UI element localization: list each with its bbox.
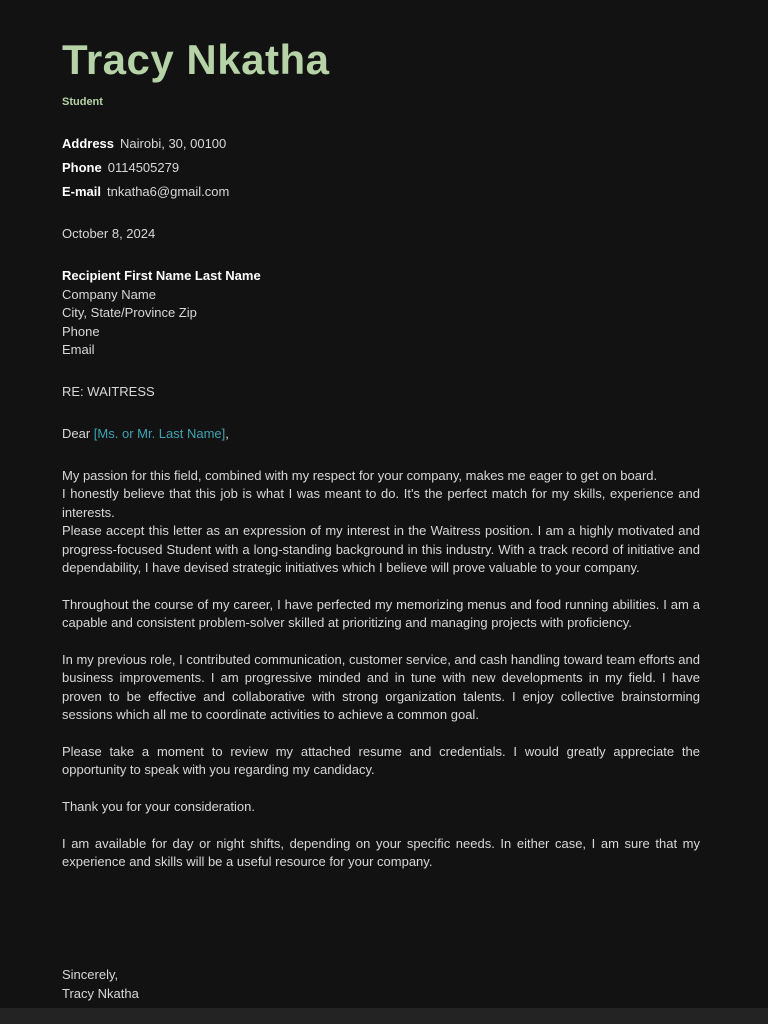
phone-value: 0114505279 — [107, 160, 180, 175]
body-paragraph-3: In my previous role, I contributed communication, customer service, and cash handling toward team efforts and business improvements. I am progressive minded and in tune with new developments in my field. I have proven to be effective and collaborative with strong organization talents. I enjoy collective brainstorming sessions which all me to coordinate activities to achieve a common goal. — [62, 652, 700, 723]
phone-row — [62, 156, 229, 180]
email-row — [62, 180, 229, 204]
email-value: tnkatha6@gmail.com — [107, 184, 230, 199]
applicant-name: Tracy Nkatha — [62, 36, 330, 83]
letter-body — [62, 467, 700, 890]
recipient-block — [62, 267, 261, 360]
greeting-suffix: , — [225, 426, 229, 441]
applicant-role: Student — [62, 96, 103, 108]
closing-signature-name: Tracy Nkatha — [62, 985, 139, 1001]
closing-salutation: Sincerely, — [62, 967, 119, 982]
recipient-city: City, State/Province Zip — [62, 305, 197, 320]
body-p1-line-3: Please accept this letter as an expression of my interest in the Waitress position. I am a highly motivated and progress-focused Student with a long-standing background in this industry. With a track record of initiative and dependability, I have devised strategic initiatives which I believe will prove valuable to your company. — [62, 523, 700, 576]
bottom-bar — [0, 1008, 768, 1024]
body-paragraph-5: Thank you for your consideration. — [62, 799, 255, 815]
email-label: E-mail — [62, 184, 102, 199]
recipient-company: Company Name — [62, 286, 156, 302]
greeting-prefix: Dear — [62, 426, 94, 441]
body-p1-line-1: My passion for this field, combined with my respect for your company, makes me eager to get on board. — [62, 468, 658, 483]
greeting — [62, 426, 229, 441]
closing-block — [62, 966, 139, 1003]
recipient-email: Email — [62, 342, 95, 357]
body-p1-line-2: I honestly believe that this job is what I was meant to do. It's the perfect match for my skills, experience and interests. — [62, 486, 700, 520]
address-value: Nairobi, 30, 00100 — [120, 136, 227, 151]
contact-block — [62, 132, 229, 204]
address-row — [62, 132, 229, 156]
body-paragraph-1 — [62, 467, 700, 577]
recipient-phone: Phone — [62, 323, 100, 339]
letter-date: October 8, 2024 — [62, 226, 156, 241]
body-paragraph-6: I am available for day or night shifts, depending on your specific needs. In either case, I am sure that my experience and skills will be a useful resource for your company. — [62, 836, 700, 870]
body-paragraph-4: Please take a moment to review my attached resume and credentials. I would greatly appreciate the opportunity to speak with you regarding my candidacy. — [62, 744, 700, 778]
subject-line: RE: WAITRESS — [62, 384, 155, 399]
recipient-name: Recipient First Name Last Name — [62, 268, 261, 283]
address-label: Address — [62, 136, 115, 151]
phone-label: Phone — [62, 160, 102, 175]
body-paragraph-2: Throughout the course of my career, I have perfected my memorizing menus and food running abilities. I am a capable and consistent problem-solver skilled at prioritizing and managing projects with proficiency. — [62, 596, 700, 631]
greeting-placeholder: [Ms. or Mr. Last Name] — [93, 426, 226, 441]
